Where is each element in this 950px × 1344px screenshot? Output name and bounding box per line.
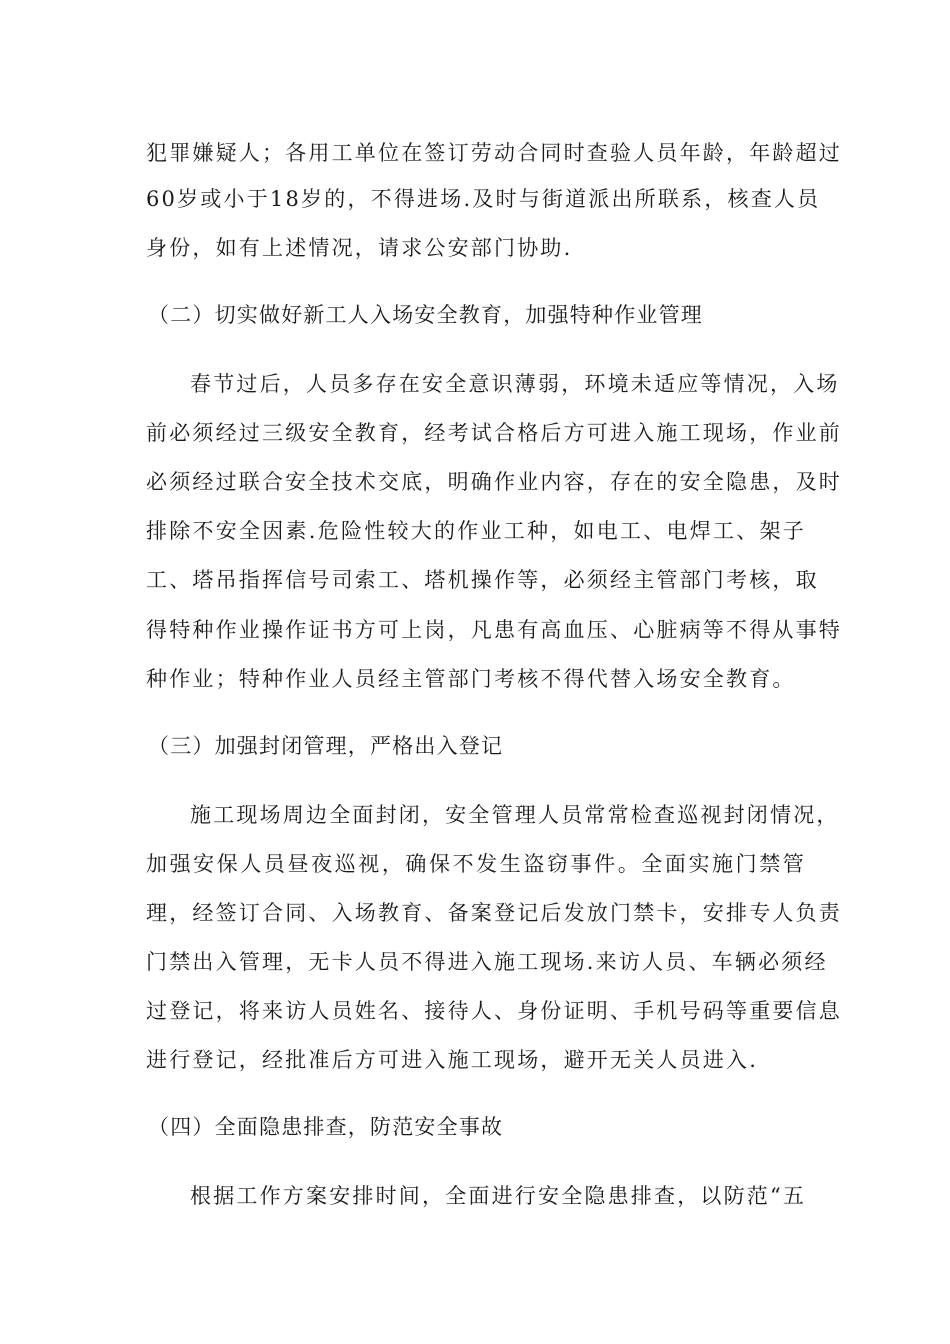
paragraph-line: 犯罪嫌疑人；各用工单位在签订劳动合同时查验人员年龄，年龄超过 bbox=[146, 141, 842, 165]
paragraph-line: 施工现场周边全面封闭，安全管理人员常常检查巡视封闭情况， bbox=[190, 803, 840, 827]
paragraph-line: 加强安保人员昼夜巡视，确保不发生盗窃事件。全面实施门禁管 bbox=[146, 852, 806, 876]
paragraph-line: 根据工作方案安排时间，全面进行安全隐患排查，以防范“五 bbox=[190, 1184, 807, 1208]
paragraph-line: 前必须经过三级安全教育，经考试合格后方可进入施工现场，作业前 bbox=[146, 421, 842, 445]
paragraph-line: 过登记，将来访人员姓名、接待人、身份证明、手机号码等重要信息 bbox=[146, 999, 842, 1023]
section-heading-2: （二）切实做好新工人入场安全教育，加强特种作业管理 bbox=[148, 303, 703, 327]
paragraph-line: 得特种作业操作证书方可上岗，凡患有高血压、心脏病等不得从事特 bbox=[146, 618, 842, 642]
paragraph-line: 工、塔吊指挥信号司索工、塔机操作等，必须经主管部门考核，取 bbox=[146, 568, 819, 592]
paragraph-line: 种作业；特种作业人员经主管部门考核不得代替入场安全教育。 bbox=[146, 667, 796, 691]
paragraph-line: 理，经签订合同、入场教育、备案登记后发放门禁卡，安排专人负责 bbox=[146, 901, 842, 925]
paragraph-line: 春节过后，人员多存在安全意识薄弱，环境未适应等情况，入场 bbox=[190, 372, 840, 396]
paragraph-line: 60岁或小于18岁的，不得进场.及时与街道派出所联系，核查人员 bbox=[146, 187, 821, 211]
paragraph-line: 必须经过联合安全技术交底，明确作业内容，存在的安全隐患，及时 bbox=[146, 470, 842, 494]
paragraph-line: 进行登记，经批准后方可进入施工现场，避开无关人员进入. bbox=[146, 1048, 759, 1072]
section-heading-3: （三）加强封闭管理，严格出入登记 bbox=[148, 734, 504, 758]
paragraph-line: 门禁出入管理，无卡人员不得进入施工现场.来访人员、车辆必须经 bbox=[146, 950, 828, 974]
paragraph-line: 排除不安全因素.危险性较大的作业工种，如电工、电焊工、架子 bbox=[146, 519, 806, 543]
section-heading-4: （四）全面隐患排查，防范安全事故 bbox=[148, 1115, 504, 1139]
paragraph-line: 身份，如有上述情况，请求公安部门协助. bbox=[146, 236, 573, 260]
